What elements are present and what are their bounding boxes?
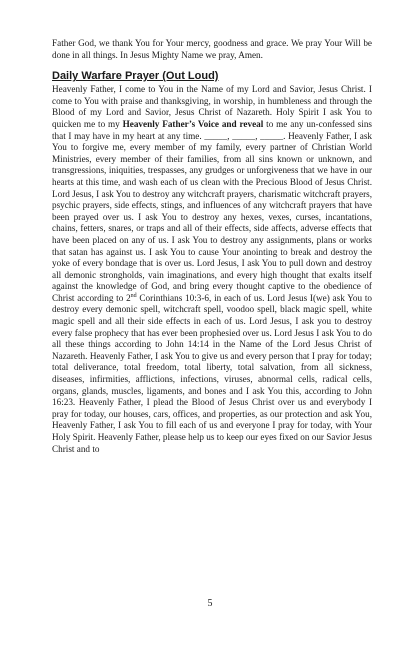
prayer-text-part2: to me any un-confessed sins that I may have in my heart at any time. _____, _____, _____. Heavenly Father, I ask You to forgive me, every member of my family, every partner of Christian World Ministries, every member of their families, from all sins known or unknown, and transgressions, iniquities, trespasses, any grudges or unforgiveness that we have in our hearts at this time, and wash each of us clean with the Precious Blood of Jesus Christ. Lord Jesus, I ask You to destroy any witchcraft prayers, charismatic witchcraft prayers, psychic prayers, side effects, stings, and influences of any witchcraft prayers that have been prayed over us. I ask You to destroy any hexes, vexes, curses, incantations, chains, fetters, snares, or traps and all of their effects, side affects, adverse effects that have been placed on any of us. I ask You to destroy any assignments, plans or works that satan has against us. I ask You to cause Your anointing to break and destroy the yoke of every bondage that is over us. Lord Jesus, I ask You to pull down and destroy all demonic strongholds, vain imaginations, and every high thought that exalts itself against the knowledge of God, and bring every thought captive to the obedience of Christ according to 2 <box>52 118 372 303</box>
page-content <box>52 38 372 455</box>
section-heading: Daily Warfare Prayer (Out Loud) <box>52 70 219 83</box>
emphasis-text: Heavenly Father’s Voice and reveal <box>122 118 264 129</box>
page-number: 5 <box>207 598 213 609</box>
prayer-text-part3: Corinthians 10:3-6, in each of us. Lord Jesus I(we) ask You to destroy every demonic spell, witchcraft spell, voodoo spell, black magic spell, white magic spell and all their side effects in each of us. Lord Jesus, I ask you to destroy every false prophecy that has ever been prophesied over us. Lord Jesus I ask You to do all these things according to John 14:14 in the Name of the Lord Jesus Christ of Nazareth. Heavenly Father, I ask You to give us and every person that I pray for today; total deliverance, total freedom, total liberty, total salvation, from all sickness, diseases, infirmities, afflictions, infections, viruses, abnormal cells, radical cells, organs, glands, muscles, ligaments, and bones and I ask You this, according to John 16:23. Heavenly Father, I plead the Blood of Jesus Christ over us and everybody I pray for today, our houses, cars, offices, and properties, as our protection and ask You, Heavenly Father, I ask You to fill each of us and everyone I pray for today, with Your Holy Spirit. Heavenly Father, please help us to keep our eyes fixed on our Savior Jesus Christ and to <box>52 292 372 454</box>
intro-paragraph: Father God, we thank You for Your mercy, goodness and grace. We pray Your Will be done in all things. In Jesus Mighty Name we pray, Amen. <box>52 38 372 60</box>
ordinal-superscript: nd <box>130 292 137 299</box>
prayer-body <box>52 84 372 455</box>
prayer-text-part1: Heavenly Father, I come to You in the Name of my Lord and Savior, Jesus Christ. I come to You with praise and thanksgiving, in worship, in humbleness and through the Blood of my Lord and Savior, Jesus Christ of Nazareth. Holy Spirit I ask You to quicken me to my <box>52 84 372 129</box>
